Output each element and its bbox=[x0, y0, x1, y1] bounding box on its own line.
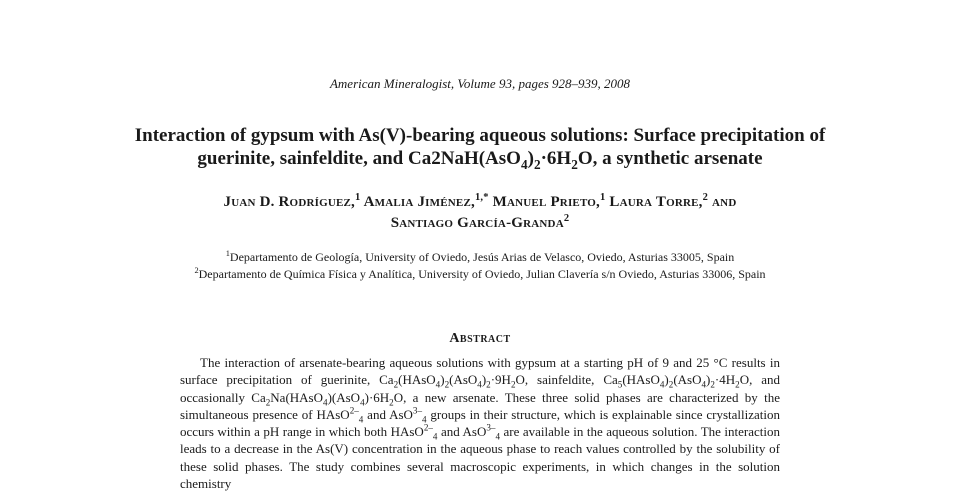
affiliation-text: Departamento de Geología, University of Oviedo, Jesús Arias de Velasco, Oviedo, Asturias 33005, Spain bbox=[229, 250, 735, 264]
affiliation-2 bbox=[0, 267, 960, 282]
affiliation-text: Departamento de Química Física y Analítica, University of Oviedo, Julian Clavería s/n Oviedo, Asturias 33006, Spain bbox=[198, 267, 766, 281]
author-affil-mark: 2 bbox=[563, 213, 570, 224]
author-name: Juan D. Rodríguez, bbox=[223, 194, 356, 210]
author-name: Santiago García-Granda bbox=[390, 215, 564, 231]
title-formula: $2NaH(AsO_4)_2\cdot 6H_2O$ bbox=[431, 148, 593, 172]
author-name: Laura Torre, bbox=[609, 194, 703, 210]
author-line-2 bbox=[80, 213, 880, 234]
author-affil-mark: 1,* bbox=[474, 192, 489, 203]
author-name: Manuel Prieto, bbox=[492, 194, 601, 210]
journal-citation: American Mineralogist, Volume 93, pages 928–939, 2008 bbox=[329, 76, 631, 91]
title-line-2 bbox=[80, 147, 880, 170]
title-text: guerinite, sainfeldite, and Ca bbox=[197, 148, 432, 169]
author-line-1 bbox=[80, 192, 880, 213]
affiliation-mark: 2 bbox=[194, 266, 199, 275]
author-name: Amalia Jiménez, bbox=[363, 194, 475, 210]
author-affil-mark: 2 bbox=[702, 192, 709, 203]
title-text: , a synthetic arsenate bbox=[592, 148, 763, 169]
abstract-heading: Abstract bbox=[449, 331, 511, 346]
affiliation-mark: 1 bbox=[225, 249, 230, 258]
paper-title bbox=[80, 124, 880, 170]
abstract-body: The interaction of arsenate-bearing aqueous solutions with gypsum at a starting pH of 9 and 25 °C results in surface precipitation of guerinite, $Ca_2(HAsO_4)_2(AsO_4)_2\cdot 9H_2O$, sainfeldite, $Ca_5(HAsO_4)_2(AsO_4)_2\cdot 4H_2O$, and occasionally $Ca_2Na(HAsO_4)(AsO_4)\cdot 6H_2O$, a new arsenate. These three solid phases are characterized by the simultaneous presence of HAsO$^{2-}_4$ and AsO$^{3-}_4$ groups in their structure, which is explainable since crystallization occurs within a pH range in which both HAsO$^{2-}_4$ and AsO$^{3-}_4$ are available in the aqueous solution. The interaction leads to a decrease in the As(V) concentration in the aqueous phase to reach values controlled by the solubility of these solid phases. The study combines several macroscopic experiments, in which changes in the solution chemistry bbox=[180, 355, 780, 492]
title-line-1: Interaction of gypsum with As(V)-bearing aqueous solutions: Surface precipitation of bbox=[134, 125, 826, 146]
author-conjunction: and bbox=[712, 194, 737, 210]
author-list bbox=[80, 192, 880, 234]
affiliation-1 bbox=[0, 250, 960, 265]
author-affil-mark: 1 bbox=[355, 192, 361, 203]
author-affil-mark: 1 bbox=[600, 192, 606, 203]
